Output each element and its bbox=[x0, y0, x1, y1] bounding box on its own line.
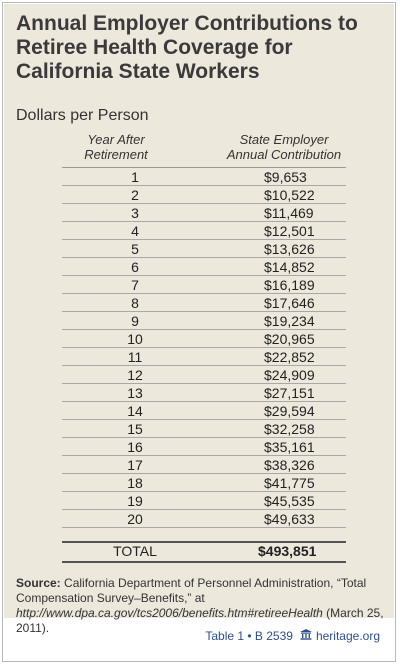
source-date: (March 25, 2011). bbox=[16, 606, 384, 635]
table-row bbox=[62, 438, 346, 456]
row-year: 20 bbox=[62, 510, 208, 528]
source-text: California Department of Personnel Administration, “Total Compensation Survey–Benefits,” at bbox=[16, 576, 367, 605]
row-year: 9 bbox=[62, 312, 208, 330]
table-body bbox=[62, 168, 346, 528]
row-contribution: $20,965 bbox=[208, 330, 346, 348]
total-value: $493,851 bbox=[258, 543, 317, 559]
row-contribution: $12,501 bbox=[208, 222, 346, 240]
footer bbox=[205, 628, 380, 643]
table-subtitle: Dollars per Person bbox=[16, 107, 149, 124]
table-row bbox=[62, 348, 346, 366]
table-row bbox=[62, 456, 346, 474]
row-year: 1 bbox=[62, 168, 208, 186]
row-contribution: $49,633 bbox=[208, 510, 346, 528]
row-contribution: $17,646 bbox=[208, 294, 346, 312]
row-contribution: $10,522 bbox=[208, 186, 346, 204]
row-contribution: $16,189 bbox=[208, 276, 346, 294]
row-year: 10 bbox=[62, 330, 208, 348]
row-year: 5 bbox=[62, 240, 208, 258]
table-row bbox=[62, 168, 346, 186]
table-row bbox=[62, 294, 346, 312]
row-year: 16 bbox=[62, 438, 208, 456]
table-row bbox=[62, 258, 346, 276]
row-contribution: $35,161 bbox=[208, 438, 346, 456]
total-row bbox=[62, 542, 346, 560]
table-panel bbox=[4, 4, 394, 635]
row-year: 6 bbox=[62, 258, 208, 276]
total-bottom-rule bbox=[62, 561, 346, 563]
column-header-contribution-line2: Annual Contribution bbox=[226, 147, 342, 162]
row-contribution: $13,626 bbox=[208, 240, 346, 258]
column-header-contribution bbox=[204, 132, 364, 162]
table-row bbox=[62, 312, 346, 330]
row-year: 7 bbox=[62, 276, 208, 294]
row-year: 15 bbox=[62, 420, 208, 438]
contributions-table bbox=[62, 168, 346, 528]
source-note bbox=[16, 576, 388, 636]
row-contribution: $32,258 bbox=[208, 420, 346, 438]
row-contribution: $41,775 bbox=[208, 474, 346, 492]
table-row bbox=[62, 492, 346, 510]
row-year: 3 bbox=[62, 204, 208, 222]
table-row bbox=[62, 402, 346, 420]
column-header-year-line1: Year After bbox=[87, 132, 145, 147]
table-row bbox=[62, 330, 346, 348]
row-contribution: $38,326 bbox=[208, 456, 346, 474]
row-year: 8 bbox=[62, 294, 208, 312]
table-row bbox=[62, 222, 346, 240]
footer-site: heritage.org bbox=[315, 628, 380, 643]
heritage-bell-icon bbox=[299, 628, 313, 643]
row-year: 4 bbox=[62, 222, 208, 240]
table-row bbox=[62, 366, 346, 384]
table-row bbox=[62, 276, 346, 294]
column-header-year bbox=[56, 132, 176, 162]
source-label: Source: bbox=[16, 576, 61, 590]
row-contribution: $29,594 bbox=[208, 402, 346, 420]
table-row bbox=[62, 474, 346, 492]
row-year: 17 bbox=[62, 456, 208, 474]
row-year: 13 bbox=[62, 384, 208, 402]
table-row bbox=[62, 420, 346, 438]
row-year: 11 bbox=[62, 348, 208, 366]
table-row bbox=[62, 186, 346, 204]
footer-table-ref: Table 1 • B 2539 bbox=[205, 628, 293, 643]
column-header-contribution-line1: State Employer bbox=[239, 132, 329, 147]
row-year: 2 bbox=[62, 186, 208, 204]
source-url: http://www.dpa.ca.gov/tcs2006/benefits.htm#retireeHealth bbox=[16, 606, 323, 620]
row-contribution: $19,234 bbox=[208, 312, 346, 330]
row-contribution: $11,469 bbox=[208, 204, 346, 222]
table-row bbox=[62, 204, 346, 222]
column-header-year-line2: Retirement bbox=[84, 147, 148, 162]
row-contribution: $22,852 bbox=[208, 348, 346, 366]
row-contribution: $27,151 bbox=[208, 384, 346, 402]
table-row bbox=[62, 510, 346, 528]
table-title: Annual Employer Contributions to Retiree Health Coverage for California State Workers bbox=[16, 12, 358, 83]
table-row bbox=[62, 384, 346, 402]
row-year: 19 bbox=[62, 492, 208, 510]
row-contribution: $24,909 bbox=[208, 366, 346, 384]
row-year: 18 bbox=[62, 474, 208, 492]
row-contribution: $45,535 bbox=[208, 492, 346, 510]
total-label: TOTAL bbox=[113, 543, 157, 559]
row-contribution: $14,852 bbox=[208, 258, 346, 276]
row-year: 12 bbox=[62, 366, 208, 384]
table-row bbox=[62, 240, 346, 258]
row-contribution: $9,653 bbox=[208, 168, 346, 186]
row-year: 14 bbox=[62, 402, 208, 420]
